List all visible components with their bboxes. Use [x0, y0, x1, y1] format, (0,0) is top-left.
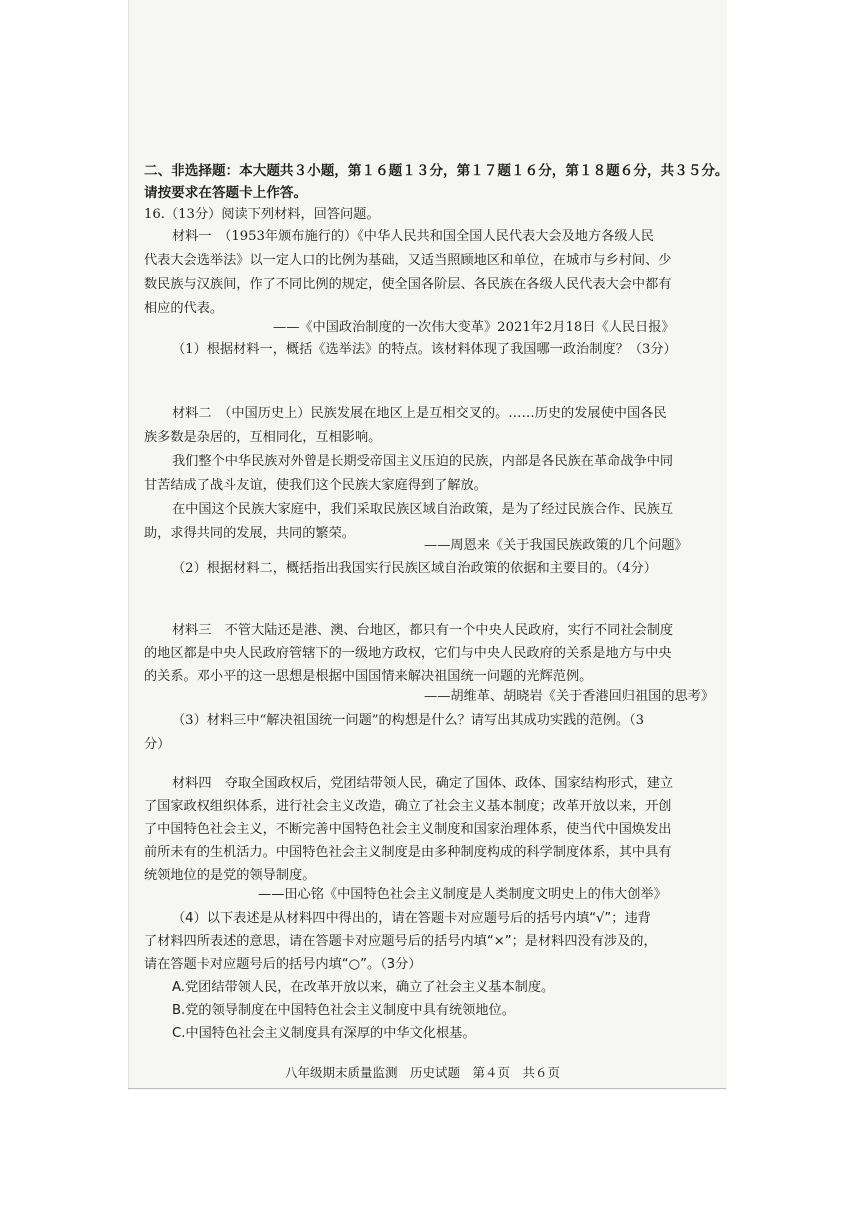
question-16-stem: 16.（13分）阅读下列材料，回答问题。	[144, 207, 380, 222]
sub-question-4: （4）以下表述是从材料四中得出的，请在答题卡对应题号后的括号内填“√”；违背	[172, 911, 651, 926]
footer-divider	[128, 1088, 726, 1089]
material-4-line: 统领地位的是党的领导制度。	[144, 868, 316, 883]
material-1-line: 材料一 （1953年颁布施行的）《中华人民共和国全国人民代表大会及地方各级人民	[172, 229, 654, 244]
material-2-line: 甘苦结成了战斗友谊，使我们这个民族大家庭得到了解放。	[144, 478, 487, 493]
sub-question-2: （2）根据材料二，概括指出我国实行民族区域自治政策的依据和主要目的。（4分）	[172, 561, 657, 576]
material-3-line: 的地区都是中央人民政府管辖下的一级地方政权，它们与中央人民政府的关系是地方与中央	[144, 646, 672, 661]
material-3-line: 材料三 不管大陆还是港、澳、台地区，都只有一个中央人民政府，实行不同社会制度	[172, 623, 674, 638]
material-1-line: 数民族与汉族间，作了不同比例的规定，使全国各阶层、各民族在各级人民代表大会中都有	[144, 277, 672, 292]
option-a: A.党团结带领人民，在改革开放以来，确立了社会主义基本制度。	[172, 980, 555, 995]
sub-question-3: （3）材料三中“解决祖国统一问题”的构想是什么？请写出其成功实践的范例。（3	[172, 713, 645, 728]
material-4-line: 了国家政权组织体系，进行社会主义改造，确立了社会主义基本制度；改革开放以来，开创	[144, 799, 672, 814]
sub-question-4-cont: 请在答题卡对应题号后的括号内填“○”。（3分）	[144, 957, 422, 972]
material-1-line: 代表大会选举法》以一定人口的比例为基础，又适当照顾地区和单位，在城市与乡村间、少	[144, 253, 672, 268]
sub-question-3-cont: 分）	[144, 737, 171, 752]
material-4-line: 材料四 夺取全国政权后，党团结带领人民，确定了国体、政体、国家结构形式，建立	[172, 776, 674, 791]
sub-question-4-cont: 了材料四所表述的意思，请在答题卡对应题号后的括号内填“×”；是材料四没有涉及的，	[144, 934, 657, 949]
material-4-source: ——田心铭《中国特色社会主义制度是人类制度文明史上的伟大创举》	[258, 887, 667, 902]
material-4-line: 前所未有的生机活力。中国特色社会主义制度是由多种制度构成的科学制度体系，其中具有	[144, 845, 672, 860]
material-2-line: 材料二 （中国历史上）民族发展在地区上是互相交叉的。……历史的发展使中国各民	[172, 406, 667, 421]
material-2-line: 我们整个中华民族对外曾是长期受帝国主义压迫的民族，内部是各民族在革命战争中同	[172, 454, 674, 469]
material-2-line: 在中国这个民族大家庭中，我们采取民族区域自治政策，是为了经过民族合作、民族互	[172, 502, 674, 517]
material-1-source: ——《中国政治制度的一次伟大变革》2021年2月18日《人民日报》	[273, 320, 675, 335]
section-instruction: 请按要求在答题卡上作答。	[144, 185, 308, 201]
page-footer: 八年级期末质量监测 历史试题 第４页 共６页	[285, 1065, 561, 1080]
material-2-line: 族多数是杂居的，互相同化，互相影响。	[144, 430, 382, 445]
material-3-source: ——胡维革、胡晓岩《关于香港回归祖国的思考》	[424, 689, 715, 704]
material-3-line: 的关系。邓小平的这一思想是根据中国国情来解决祖国统一问题的光辉范例。	[144, 669, 593, 684]
option-b: B.党的领导制度在中国特色社会主义制度中具有统领地位。	[172, 1003, 515, 1018]
material-2-source: ——周恩来《关于我国民族政策的几个问题》	[424, 538, 688, 553]
material-4-line: 了中国特色社会主义，不断完善中国特色社会主义制度和国家治理体系，使当代中国焕发出	[144, 822, 672, 837]
material-1-line: 相应的代表。	[144, 301, 224, 316]
option-c: C.中国特色社会主义制度具有深厚的中华文化根基。	[172, 1026, 476, 1041]
material-2-line: 助，求得共同的发展，共同的繁荣。	[144, 526, 355, 541]
section-header: 二、非选择题：本大题共３小题，第１６题１３分，第１７题１６分，第１８题６分，共３５分。	[144, 163, 729, 179]
sub-question-1: （1）根据材料一，概括《选举法》的特点。该材料体现了我国哪一政治制度？（3分）	[172, 342, 677, 357]
